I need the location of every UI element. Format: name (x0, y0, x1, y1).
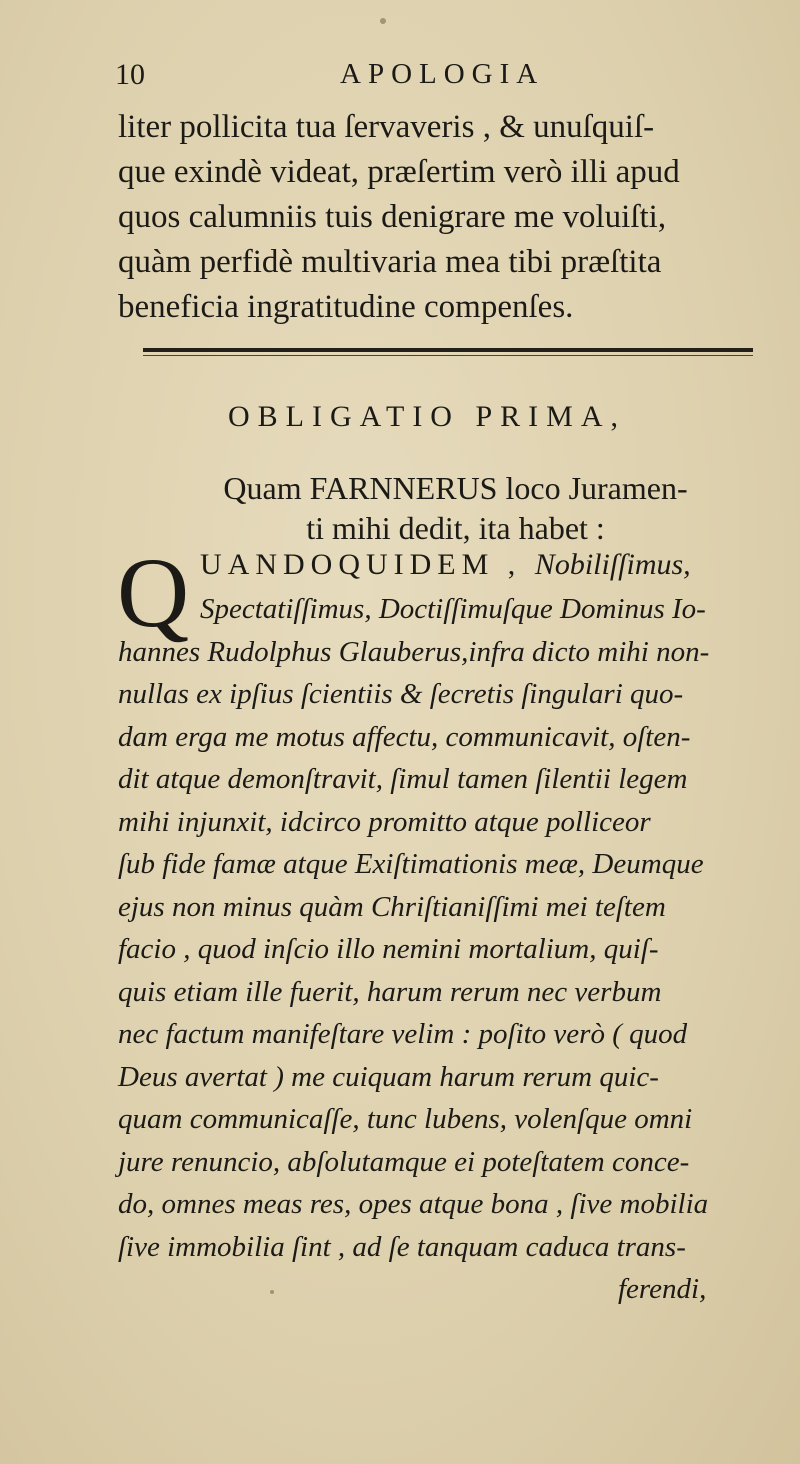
continuation-text (118, 105, 793, 330)
oath-text (118, 588, 793, 1311)
running-title: APOLOGIA (340, 58, 545, 90)
subheading-line: Quam FARNNERUS loco Juramen- (223, 470, 688, 506)
section-heading: OBLIGATIO PRIMA, (228, 400, 626, 433)
opening-line-rest: Nobiliſſimus, (534, 548, 691, 581)
paper-spot (380, 18, 386, 24)
text-line: do, omnes meas res, opes atque bona , ſive mobilia (118, 1188, 709, 1220)
catchword: ferendi, (618, 1273, 707, 1305)
text-line: nec factum manifeſtare velim : poſito verò ( quod (118, 1018, 688, 1050)
section-rule (143, 348, 753, 352)
text-line: ejus non minus quàm Chriſtianiſſimi mei teſtem (118, 890, 666, 923)
drop-cap: Q (117, 537, 190, 648)
opening-caps: UANDOQUIDEM , (200, 548, 522, 581)
text-line: quis etiam ille fuerit, harum rerum nec verbum (118, 975, 662, 1008)
text-line: ſive immobilia ſint , ad ſe tanquam caduca trans- (118, 1230, 686, 1263)
text-line: facio , quod inſcio illo nemini mortalium, quiſ- (118, 933, 659, 965)
text-line: jure renuncio, abſolutamque ei poteſtatem conce- (118, 1145, 690, 1178)
text-line: Spectatiſſimus, Doctiſſimuſque Dominus Io- (200, 593, 706, 625)
text-line: beneficia ingratitudine compenſes. (118, 289, 574, 325)
text-line: ſub fide famæ atque Exiſtimationis meæ, Deumque (118, 848, 704, 880)
text-line: mihi injunxit, idcirco promitto atque polliceor (118, 805, 651, 838)
opening-line (200, 548, 691, 582)
section-subheading (118, 468, 793, 548)
text-line: dit atque demonſtravit, ſimul tamen ſilentii legem (118, 763, 688, 795)
text-line: que exindè videat, præſertim verò illi apud (118, 154, 680, 190)
section-rule-thin (143, 355, 753, 356)
text-line: dam erga me motus affectu, communicavit, oſten- (118, 720, 691, 753)
text-line: quam communicaſſe, tunc lubens, volenſque omni (118, 1103, 693, 1135)
page-number: 10 (115, 58, 145, 91)
text-line: quàm perfidè multivaria mea tibi præſtita (118, 244, 662, 280)
text-line: nullas ex ipſius ſcientiis & ſecretis ſingulari quo- (118, 678, 684, 710)
text-line: hannes Rudolphus Glauberus,infra dicto mihi non- (118, 635, 710, 668)
text-line: liter pollicita tua ſervaveris , & unuſquiſ- (118, 109, 655, 145)
subheading-line: ti mihi dedit, ita habet : (306, 510, 605, 546)
running-head (115, 58, 585, 98)
text-line: Deus avertat ) me cuiquam harum rerum quic- (118, 1060, 659, 1093)
text-line: quos calumniis tuis denigrare me voluiſti, (118, 199, 667, 235)
